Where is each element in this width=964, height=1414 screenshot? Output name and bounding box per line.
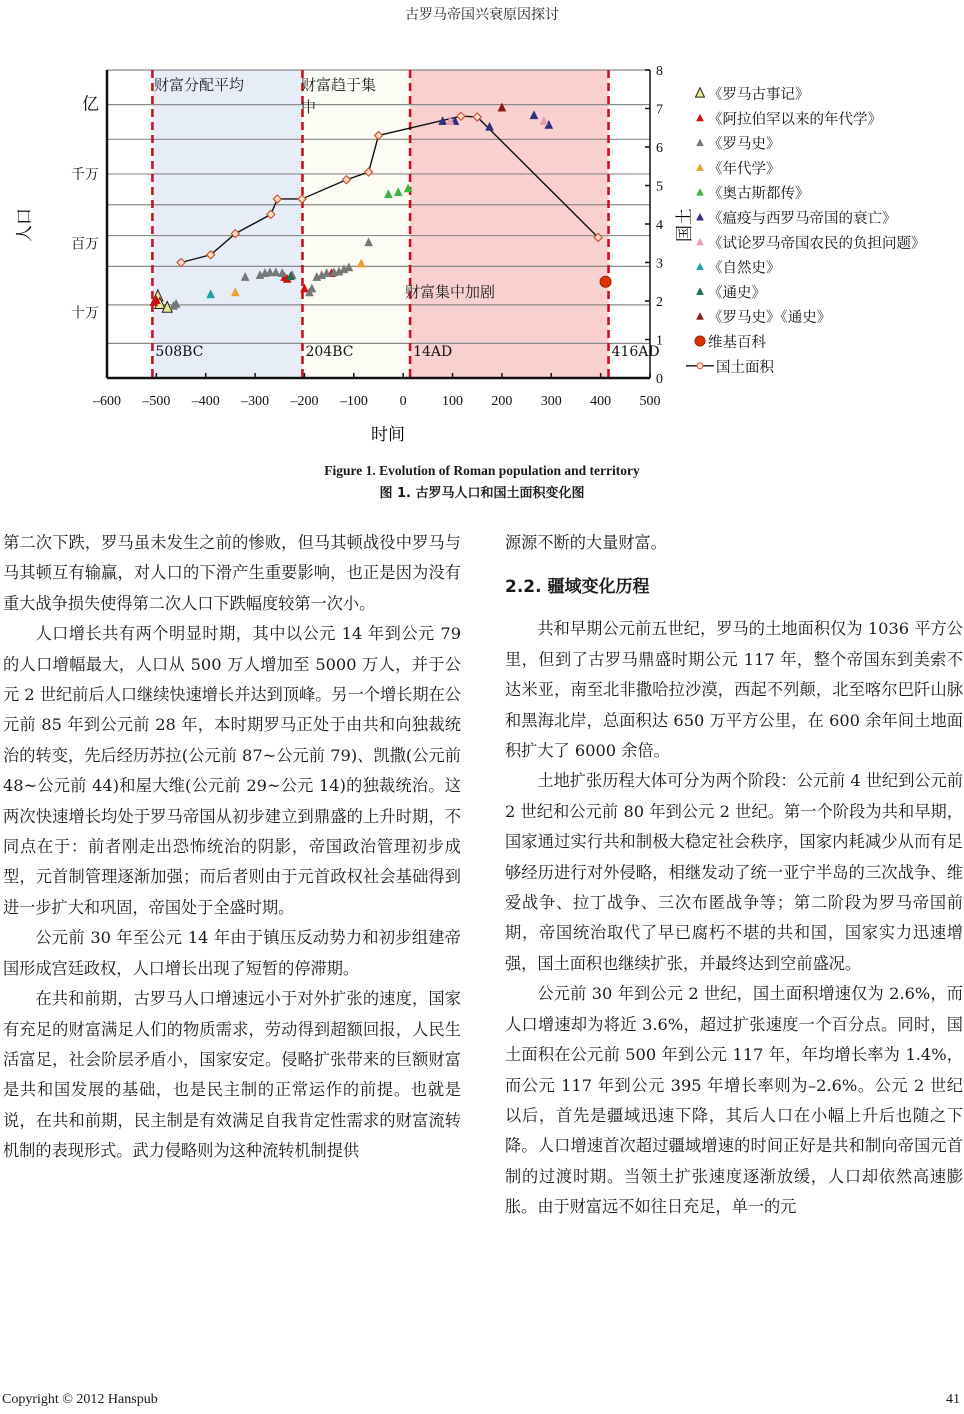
paragraph: 公元前 30 年至公元 14 年由于镇压反动势力和初步组建帝国形成宫廷政权，人口增长出现了短暂的停滞期。 xyxy=(3,928,461,978)
y-right-tick-label: 0 xyxy=(656,372,663,387)
y-left-axis-label: 人口 xyxy=(15,208,35,242)
legend-label: 《阿拉伯罕以来的年代学》 xyxy=(708,111,882,128)
figure-caption-en: Figure 1. Evolution of Roman population and territory xyxy=(324,463,640,478)
y-left-ticks xyxy=(71,95,99,322)
data-point xyxy=(600,276,611,287)
y-left-tick-label: 千万 xyxy=(71,166,99,183)
period-label: 中 xyxy=(301,98,317,116)
paragraph: 在共和前期，古罗马人口增速远小于对外扩张的速度，国家有充足的财富满足人们的物质需求，劳动得到超额回报，人民生活富足，社会阶层矛盾小，国家安定。侵略扩张带来的巨额财富是共和国发展的基础，也是民主制的正常运作的前提。也就是说，在共和前期，民主制是有效满足自我肯定性需求的财富流转机制的表现形式。武力侵略则为这种流转机制提供 xyxy=(3,989,461,1161)
paragraph: 第二次下跌，罗马虽未发生之前的惨败，但马其顿战役中罗马与马其顿互有输赢，对人口的下滑产生重要影响，也正是因为没有重大战争损失使得第二次人口下跌幅度较第一次小。 xyxy=(3,533,461,613)
x-tick-label: –200 xyxy=(290,394,319,409)
paragraph: 公元前 30 年到公元 2 世纪，国土面积增速仅为 2.6%，而人口增速却为将近 3.6%，超过扩张速度一个百分点。同时，国土面积在公元前 500 年到公元 117 年，年均增长率为 1.4%，而公元 117 年到公元 395 年增长率则为–2.6%。公元 2 世纪以后，首先是疆域迅速下降，其后人口在小幅上升后也随之下降。人口增速首次超过疆域增速的时间正好是共和制向帝国元首制的过渡时期。当领土扩张速度逐渐放缓，人口却依然高速膨胀。由于财富远不如往日充足，单一的元 xyxy=(505,984,963,1217)
legend-marker-icon xyxy=(697,139,704,146)
legend-label: 《自然史》 xyxy=(708,260,781,277)
period-band xyxy=(302,70,410,378)
y-right-tick-label: 6 xyxy=(656,141,663,156)
x-tick-label: 0 xyxy=(399,394,407,409)
y-right-tick-label: 8 xyxy=(656,64,663,79)
legend-marker-icon xyxy=(697,263,704,270)
legend-marker-icon xyxy=(697,114,704,121)
y-right-tick-label: 2 xyxy=(656,295,663,310)
legend xyxy=(686,86,926,376)
y-left-tick-label: 亿 xyxy=(82,94,99,115)
legend-label: 《年代学》 xyxy=(708,161,781,178)
x-tick-label: –300 xyxy=(241,394,270,409)
legend-label: 《通史》 xyxy=(708,285,766,302)
x-tick-label: –500 xyxy=(142,394,171,409)
paragraph: 源源不断的大量财富。 xyxy=(505,533,667,552)
page-number: 41 xyxy=(946,1392,960,1407)
x-tick-label: 300 xyxy=(540,394,562,409)
population-territory-chart xyxy=(0,50,964,460)
x-tick-label: –600 xyxy=(93,394,121,409)
copyright: Copyright © 2012 Hanspub xyxy=(2,1392,158,1407)
x-tick-label: –100 xyxy=(339,394,368,409)
paragraph: 人口增长共有两个明显时期，其中以公元 14 年到公元 79 的人口增幅最大，人口从 500 万人增加至 5000 万人，并于公元 2 世纪前后人口继续快速增长并达到顶峰。另一个增长期在公元前 85 年到公元前 28 年，本时期罗马正处于由共和向独裁统治的转变，先后经历苏拉(公元前 87~公元前 79)、凯撒(公元前 48~公元前 44)和屋大维(公元前 29~公元 14)的独裁统治。这两次快速增长均处于罗马帝国从初步建立到鼎盛的上升时期，不同点在于：前者刚走出恐怖统治的阴影，帝国政治管理初步成型，元首制管理逐渐加强；而后者则由于元首政权社会基础得到进一步扩大和巩固，帝国处于全盛时期。 xyxy=(3,624,461,917)
x-axis-label: 时间 xyxy=(371,425,405,445)
legend-marker-icon xyxy=(697,214,704,221)
y-left-tick-label: 百万 xyxy=(71,236,99,253)
legend-label: 国土面积 xyxy=(716,359,774,376)
x-tick-label: 400 xyxy=(590,394,612,409)
legend-marker-icon xyxy=(697,189,704,196)
y-right-tick-label: 5 xyxy=(656,179,663,195)
period-label: 财富趋于集 xyxy=(301,76,377,94)
legend-label: 《试论罗马帝国农民的负担问题》 xyxy=(708,235,926,252)
boundary-label: 416AD xyxy=(611,344,660,360)
legend-label: 维基百科 xyxy=(708,335,766,351)
period-band xyxy=(410,70,608,378)
y-left-tick-label: 十万 xyxy=(71,305,99,322)
period-label: 财富集中加剧 xyxy=(405,283,496,301)
legend-label: 《奥古斯都传》 xyxy=(708,186,810,203)
legend-label: 《瘟疫与西罗马帝国的衰亡》 xyxy=(708,211,897,227)
y-right-tick-label: 7 xyxy=(656,102,663,118)
paragraph: 共和早期公元前五世纪，罗马的土地面积仅为 1036 平方公里，但到了古罗马鼎盛时期公元 117 年，整个帝国东到美索不达米亚，南至北非撒哈拉沙漠，西起不列颠，北至喀尔巴阡山脉和黑海北岸，总面积达 650 万平方公里，在 600 余年间土地面积扩大了 6000 余倍。 xyxy=(505,619,963,761)
legend-marker-icon xyxy=(697,288,704,295)
y-right-axis-label: 国土 xyxy=(675,208,695,242)
legend-marker-icon xyxy=(697,238,704,245)
x-tick-label: –400 xyxy=(191,394,220,409)
period-bands xyxy=(152,70,608,378)
boundary-label: 508BC xyxy=(155,344,204,360)
legend-marker-icon xyxy=(697,164,704,171)
legend-label: 《罗马史》 xyxy=(708,136,781,153)
x-tick-label: 100 xyxy=(442,394,464,409)
legend-marker-icon xyxy=(697,363,703,369)
y-right-tick-label: 1 xyxy=(656,333,663,349)
section-heading: 2.2. 疆域变化历程 xyxy=(505,577,650,598)
legend-label: 《罗马史》《通史》 xyxy=(708,310,832,327)
boundary-label: 14AD xyxy=(413,344,453,360)
y-right-tick-label: 4 xyxy=(656,218,663,233)
paragraph: 土地扩张历程大体可分为两个阶段：公元前 4 世纪到公元前 2 世纪和公元前 80 年到公元 2 世纪。第一个阶段为共和早期，国家通过实行共和制极大稳定社会秩序，国家内耗减少从而有足够经历进行对外侵略，相继发动了统一亚宁半岛的三次战争、维爱战争、拉丁战争、三次布匿战争等；第二阶段为罗马帝国前期，帝国统治取代了早已腐朽不堪的共和国，国家实力迅速增强，国土面积也继续扩张，并最终达到空前盛况。 xyxy=(505,771,963,973)
right-column xyxy=(505,528,963,1223)
figure-caption-zh: 图 1. 古罗马人口和国土面积变化图 xyxy=(379,486,585,501)
boundary-label: 204BC xyxy=(305,344,354,360)
period-label: 财富分配平均 xyxy=(154,76,245,94)
running-head: 古罗马帝国兴衰原因探讨 xyxy=(405,7,559,23)
period-band xyxy=(152,70,302,378)
left-column xyxy=(3,528,461,1167)
legend-marker-icon xyxy=(695,336,705,346)
legend-marker-icon xyxy=(696,88,705,97)
y-right-tick-label: 3 xyxy=(656,256,663,272)
x-tick-label: 200 xyxy=(491,394,513,409)
x-tick-label: 500 xyxy=(639,394,661,409)
y-right-ticks xyxy=(645,64,663,387)
legend-label: 《罗马古事记》 xyxy=(708,87,810,103)
legend-marker-icon xyxy=(697,313,704,320)
